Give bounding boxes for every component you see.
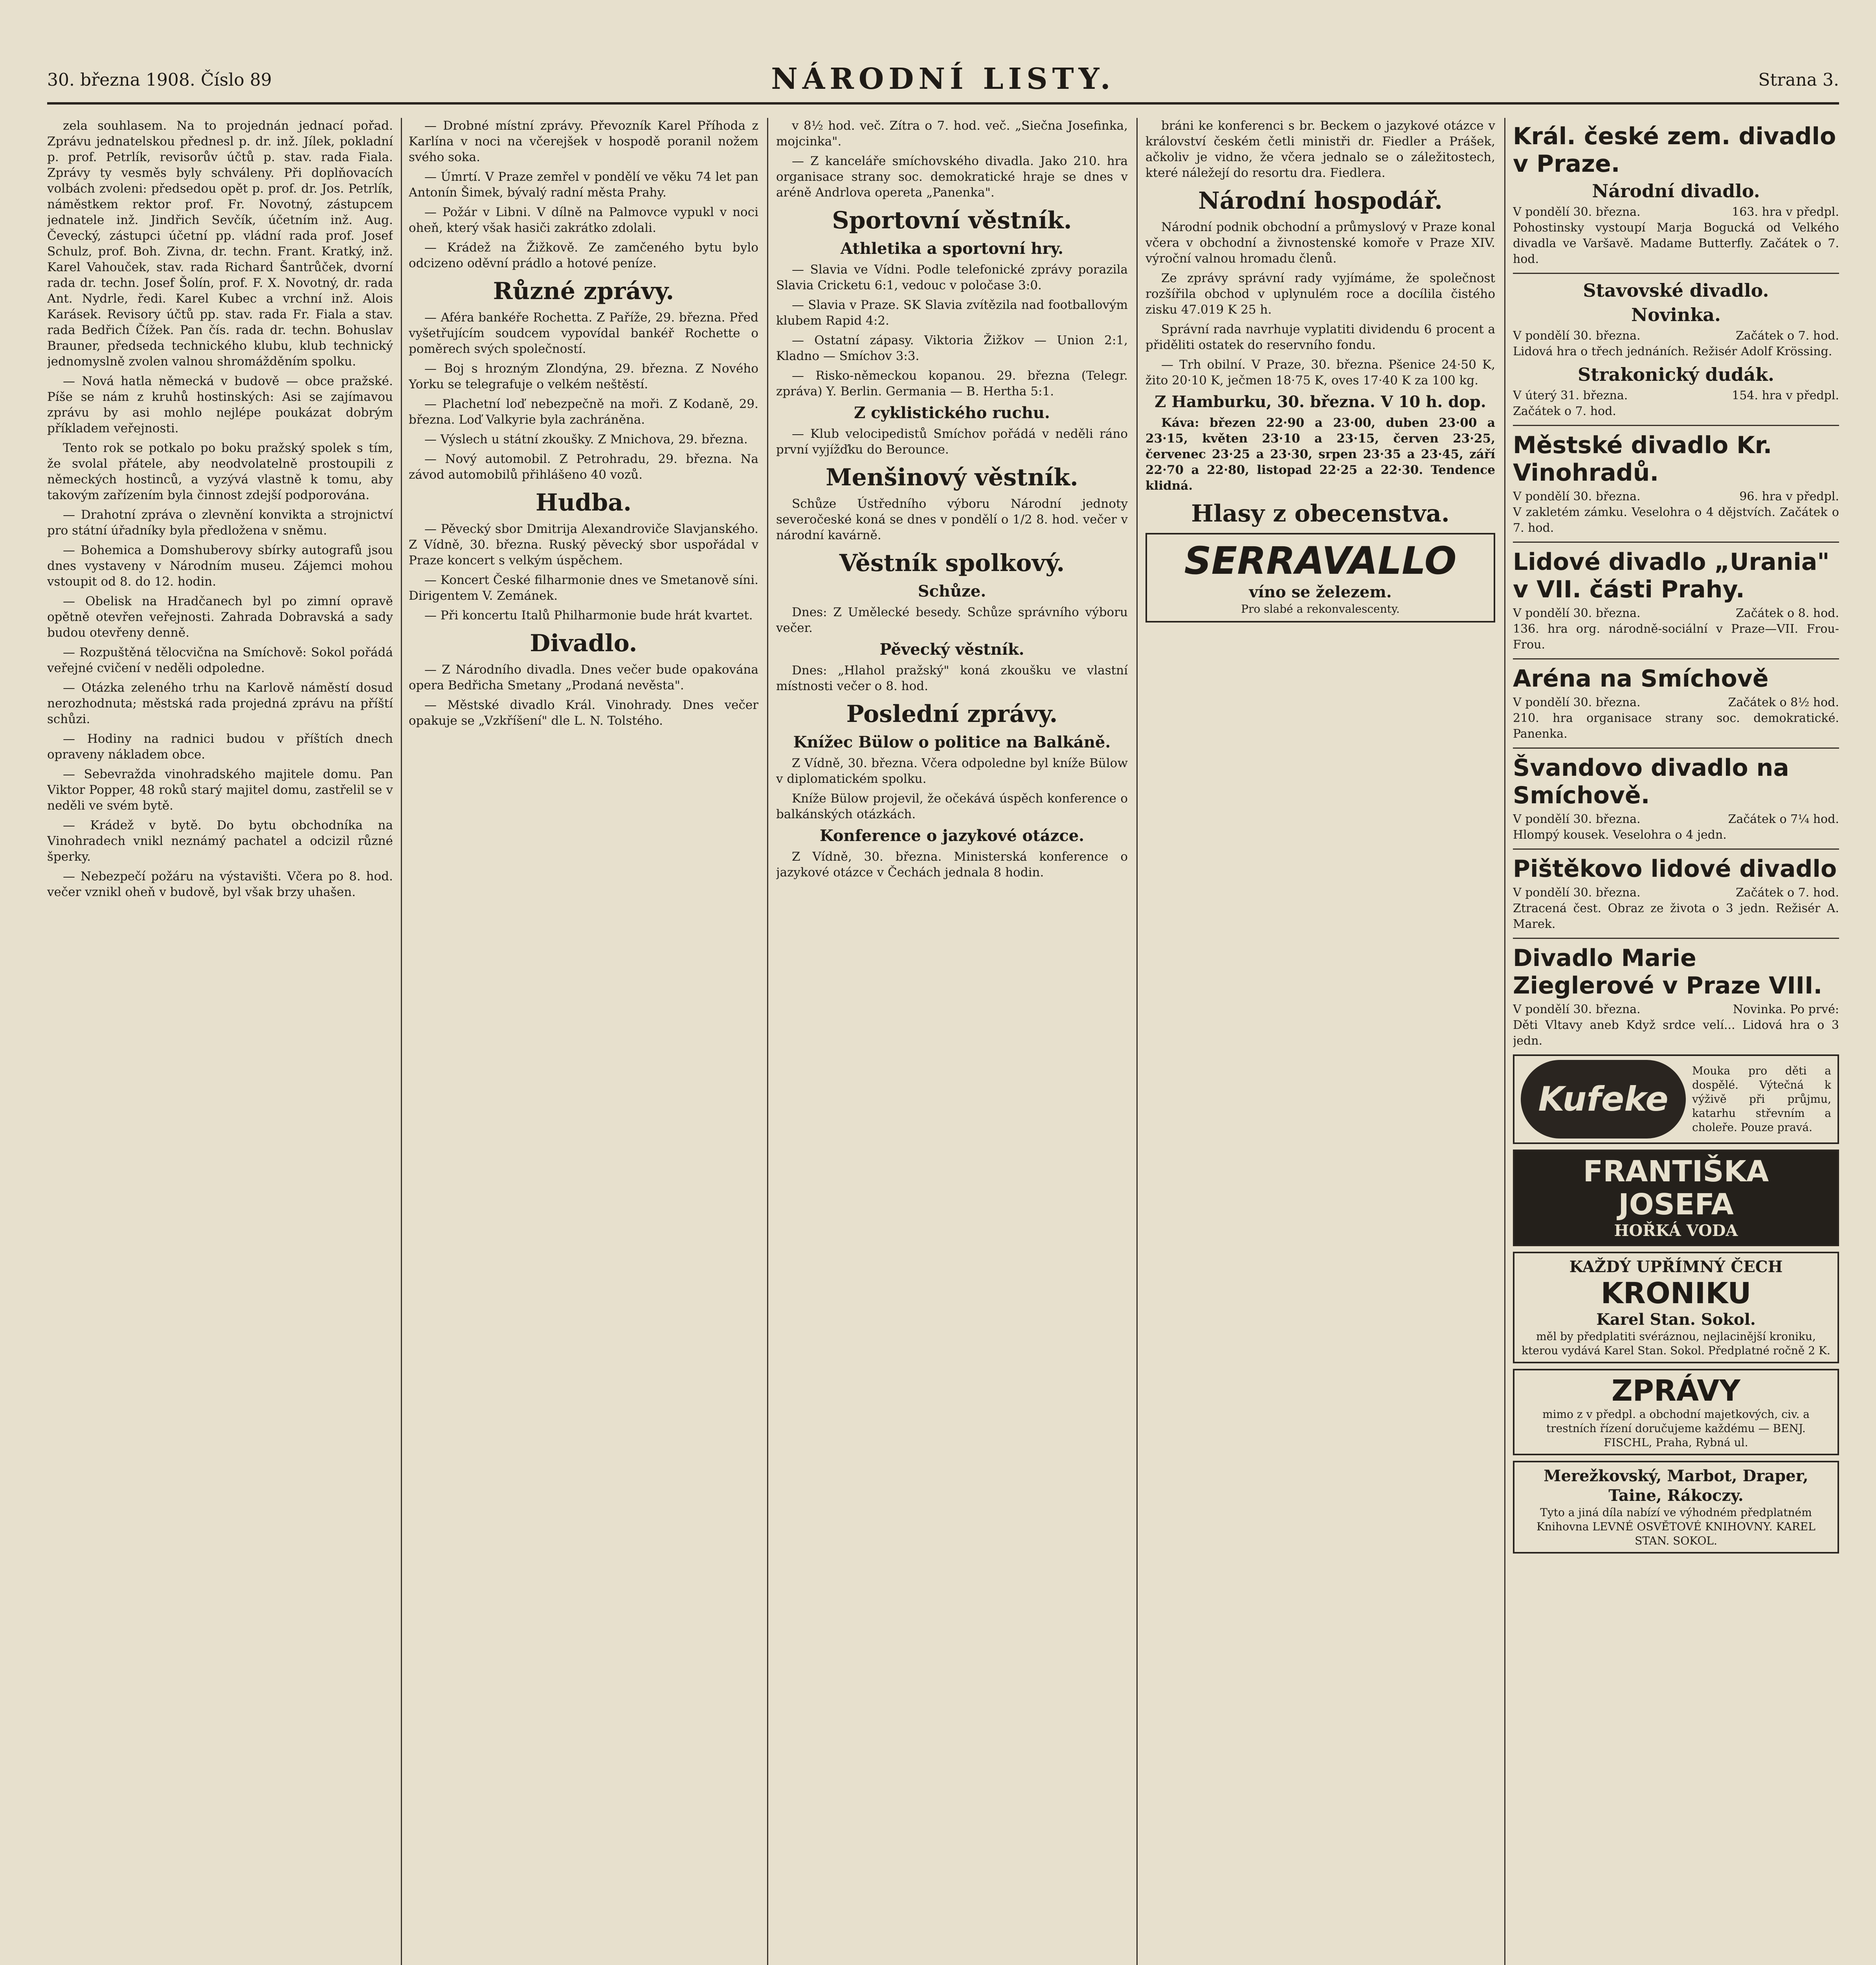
article-paragraph: — Aféra bankéře Rochetta. Z Paříže, 29. března. Před vyšetřujícím soudcem vypovídal bankéř Rochette o poměrech svých společností. [409, 310, 758, 356]
divider [1513, 542, 1839, 543]
article-paragraph: — Městské divadlo Král. Vinohrady. Dnes večer opakuje se „Vzkříšení" dle L. N. Tolstého. [409, 698, 758, 728]
article-paragraph: zela souhlasem. Na to projednán jednací pořad. Zprávu jednatelskou přednesl p. dr. inž. Jílek, pokladní p. prof. Petrlík, revisorův účtů p. stav. rada Fiala. Zprávy ty vesměs byly schváleny. Při doplňovacích volbách zvoleni: předsedou opět p. prof. dr. Jos. Petrlík, náměstkem rektor prof. Fr. Novotný, zástupcem jednatele inž. Jindřich Sevčík, účetním inž. Aug. Čevecký, zástupci účetní pp. vládní rada prof. Josef Schulz, prof. Boh. Zivna, dr. techn. Frant. Kratký, inž. Karel Vahouček, stav. rada Richard Šantrůček, dvorní rada dr. techn. Josef Šolín, prof. F. X. Novotný, dr. rada Ant. Nydrle, ředi. Karel Kubec a vrchní inž. Alois Karásek. Revisory účtů pp. stav. rada Fr. Fiala a stav. rada Bedřich Čížek. Pan čís. rada dr. techn. Bohuslav Brauner, předseda technického klubu, klub technický jednomyslně zvolen valnou shromážděním spolku. [47, 119, 393, 369]
section-heading: Hlasy z obecenstva. [1191, 500, 1450, 527]
section-heading: Hudba. [536, 489, 631, 516]
serravallo-brand: SERRAVALLO [1184, 539, 1457, 583]
theatre-programme: Děti Vltavy aneb Když srdce velí... Lidová hra o 3 jedn. [1513, 1018, 1839, 1048]
theatre-date: V pondělí 30. března. [1513, 886, 1641, 900]
zpravy-title: ZPRÁVY [1612, 1374, 1740, 1408]
theatre-info: Novinka. Po prvé: [1733, 1003, 1839, 1016]
column-2 [409, 118, 758, 1965]
column-rule [1504, 118, 1505, 1965]
article-paragraph: — Otázka zeleného trhu na Karlově náměstí dosud nerozhodnuta; městská rada projedná zprávu na příští schůzi. [47, 681, 393, 726]
theatre-programme: Hlompý kousek. Veselohra o 4 jedn. [1513, 828, 1727, 842]
theatre-name: Lidové divadlo „Urania" v VII. části Prahy. [1513, 548, 1830, 603]
theatre-date: V pondělí 30. března. [1513, 490, 1641, 503]
theatre-programme: Pohostinsky vystoupí Marja Bogucká od Velkého divadla ve Varšavě. Madame Butterfly. Začátek o 7. hod. [1513, 221, 1839, 266]
divider [1513, 658, 1839, 659]
theatre-listing [1513, 279, 1839, 360]
column-rule [401, 118, 402, 1965]
theatre-name: Švandovo divadlo na Smíchově. [1513, 754, 1789, 809]
section-heading: Věstník spolkový. [839, 549, 1065, 577]
theatre-info: Začátek o 7. hod. [1736, 886, 1839, 900]
section-heading: Poslední zprávy. [846, 700, 1058, 728]
theatre-programme: 136. hra org. národně-sociální v Praze—VII. Frou-Frou. [1513, 622, 1839, 652]
theatre-date: V úterý 31. března. [1513, 389, 1628, 402]
theatre-name: Divadlo Marie Zieglerové v Praze VIII. [1513, 944, 1823, 999]
article-paragraph: Tento rok se potkalo po boku pražský spolek s tím, že svolal přátele, aby neodvolatelně prostoupili z německých hostinců, a vyzývá vlastně k tomu, aby takovým zařízením byla činnost zdejší podporována. [47, 441, 393, 502]
article-paragraph: Z Vídně, 30. března. Ministerská konference o jazykové otázce v Čechách jednala 8 hodin. [776, 850, 1128, 880]
article-paragraph: v 8½ hod. več. Zítra o 7. hod. več. „Siečna Josefinka, mojcinka". [776, 119, 1128, 149]
theatre-listing [1513, 665, 1839, 742]
article-paragraph: — Nový automobil. Z Petrohradu, 29. března. Na závod automobilů přihlášeno 40 vozů. [409, 452, 758, 482]
article-paragraph: — Při koncertu Italů Philharmonie bude hrát kvartet. [424, 608, 753, 623]
library-advertisement [1513, 1461, 1839, 1554]
masthead [47, 59, 1839, 105]
article-paragraph: — Koncert České filharmonie dnes ve Smetanově síni. Dirigentem V. Zemánek. [409, 573, 758, 603]
article-paragraph: — Plachetní loď nebezpečně na moři. Z Kodaně, 29. března. Loď Valkyrie byla zachráněna. [409, 397, 758, 427]
subsection-heading: Pěvecký věstník. [879, 640, 1024, 659]
theatre-info: 154. hra v předpl. [1732, 389, 1839, 402]
article-paragraph: — Výslech u státní zkoušky. Z Mnichova, 29. března. [424, 432, 748, 446]
theatre-date: V pondělí 30. března. [1513, 812, 1641, 826]
theatre-name: Strakonický dudák. [1577, 364, 1775, 385]
subsection-heading: Knížec Bülow o politice na Balkáně. [793, 733, 1111, 751]
theatre-info: Začátek o 8. hod. [1736, 606, 1839, 620]
theatre-date: V pondělí 30. března. [1513, 606, 1641, 620]
theatre-programme: Ztracená čest. Obraz ze života o 3 jedn. Režisér A. Marek. [1513, 902, 1839, 931]
theatre-info: Začátek o 7¼ hod. [1728, 812, 1839, 826]
article-paragraph: Schůze Ústředního výboru Národní jednoty severočeské koná se dnes v pondělí o 1/2 8. hod. večer v národní kavárně. [776, 497, 1128, 542]
kufeke-text: Mouka pro děti a dospělé. Výtečná k výživě při průjmu, katarhu střevním a choleře. Pouze pravá. [1692, 1064, 1831, 1134]
theatre-programme: V zakletém zámku. Veselohra o 4 dějstvích. Začátek o 7. hod. [1513, 505, 1839, 535]
article-paragraph: — Z Národního divadla. Dnes večer bude opakována opera Bedřicha Smetany „Prodaná nevěsta". [409, 663, 758, 692]
article-paragraph: — Krádež v bytě. Do bytu obchodníka na Vinohradech vnikl neznámý pachatel a odcizil různé šperky. [47, 818, 393, 864]
theatre-name: Městské divadlo Kr. Vinohradů. [1513, 432, 1772, 487]
section-heading: Menšinový věstník. [826, 464, 1078, 491]
subsection-heading: Athletika a sportovní hry. [840, 239, 1064, 258]
article-paragraph: — Nová hatla německá v budově — obce pražské. Píše se nám z kruhů hostinských: Asi se zajímavou zprávu by asi mohlo nejlépe poukázat dobrým příkladem veřejnosti. [47, 374, 393, 435]
article-paragraph: — Rozpuštěná tělocvična na Smíchově: Sokol pořádá veřejné cvičení v neděli odpoledne. [47, 645, 393, 675]
article-paragraph: — Trh obilní. V Praze, 30. března. Pšenice 24·50 K, žito 20·10 K, ječmen 18·75 K, oves 17·40 K za 100 kg. [1145, 358, 1495, 387]
library-text: Tyto a jiná díla nabízí ve výhodném předplatném Knihovna LEVNÉ OSVĚTOVÉ KNIHOVNY. KAREL STAN. SOKOL. [1536, 1506, 1815, 1547]
market-report-heading: Z Hamburku, 30. března. V 10 h. dop. [1155, 393, 1486, 411]
article-paragraph: — Úmrtí. V Praze zemřel v pondělí ve věku 74 let pan Antonín Šimek, bývalý radní města Prahy. [409, 170, 758, 200]
article-paragraph: — Slavia ve Vídni. Podle telefonické zprávy porazila Slavia Cricketu 6:1, vedouc v poločase 3:0. [776, 263, 1128, 292]
article-paragraph: Dnes: Z Umělecké besedy. Schůze správního výboru večer. [776, 605, 1128, 635]
article-paragraph: — Risko-německou kopanou. 29. března (Telegr. zpráva) Y. Berlin. Germania — B. Hertha 5:1. [776, 369, 1128, 399]
divider [1513, 425, 1839, 426]
column-rule [767, 118, 768, 1965]
issue-date: 30. března 1908. Číslo 89 [47, 70, 272, 90]
theatre-listing [1513, 944, 1839, 1049]
column-1 [47, 118, 393, 1965]
market-report-text: Káva: březen 22·90 a 23·00, duben 23·00 a 23·15, květen 23·10 a 23·15, červen 23·25, červenec 23·25 a 23·30, srpen 23·35 a 23·45, září 22·70 a 22·80, listopad 22·25 a 22·30. Tendence klidná. [1145, 416, 1495, 493]
theatre-name: Aréna na Smíchově [1513, 665, 1769, 692]
theatre-info: Začátek o 7. hod. [1736, 329, 1839, 343]
theatre-info: 163. hra v předpl. [1732, 205, 1839, 219]
article-paragraph: — Obelisk na Hradčanech byl po zimní opravě opětně otevřen veřejnosti. Zahrada Dobravská a sady budou otevřeny denně. [47, 594, 393, 640]
section-heading: Divadlo. [530, 630, 637, 657]
article-paragraph: — Hodiny na radnici budou v příštích dnech opraveny nákladem obce. [47, 732, 393, 762]
article-paragraph: Národní podnik obchodní a průmyslový v Praze konal včera v obchodní a živnostenské komoře v Praze XIV. výroční valnou hromadu členů. [1145, 220, 1495, 266]
theatre-date: V pondělí 30. března. [1513, 205, 1641, 219]
section-heading: Národní hospodář. [1198, 187, 1443, 215]
theatre-subtitle: Novinka. [1631, 304, 1721, 325]
subsection-heading: Schůze. [918, 582, 986, 601]
page-number: Strana 3. [1758, 70, 1839, 90]
theatre-date: V pondělí 30. března. [1513, 1003, 1641, 1016]
theatre-date: V pondělí 30. března. [1513, 696, 1641, 709]
theatre-programme: 210. hra organisace strany soc. demokratické. Panenka. [1513, 711, 1839, 741]
library-authors: Merežkovský, Marbot, Draper, Taine, Rákoczy. [1544, 1467, 1808, 1505]
divider [1513, 747, 1839, 749]
serravallo-note: Pro slabé a rekonvalescenty. [1241, 602, 1400, 615]
article-paragraph: Ze zprávy správní rady vyjímáme, že společnost rozšířila obchod v uplynulém roce a docílila čistého zisku 47.019 K 25 h. [1145, 271, 1495, 317]
kronika-title: KAŽDÝ UPŘÍMNÝ ČECH [1569, 1258, 1783, 1276]
zpravy-text: mimo z v předpl. a obchodní majetkových, civ. a trestních řízení doručujeme každému — BENJ. FISCHL, Praha, Rybná ul. [1542, 1408, 1810, 1449]
theatre-listing [1513, 364, 1839, 419]
theatre-name: Král. české zem. divadlo v Praze. [1513, 123, 1836, 178]
theatre-name: Pištěkovo lidové divadlo [1513, 855, 1837, 883]
article-paragraph: — Klub velocipedistů Smíchov pořádá v neděli ráno první vyjížďku do Berounce. [776, 427, 1128, 457]
kronika-text: měl by předplatiti svéráznou, nejlacinější kroniku, kterou vydává Karel Stan. Sokol. Předplatné ročně 2 K. [1522, 1330, 1830, 1357]
divider [1513, 938, 1839, 939]
zpravy-advertisement [1513, 1369, 1839, 1455]
theatre-programme: Lidová hra o třech jednáních. Režisér Adolf Krössing. [1513, 345, 1832, 358]
serravallo-advertisement [1145, 533, 1495, 623]
column-4 [1145, 118, 1495, 1965]
article-paragraph: bráni ke konferenci s br. Beckem o jazykové otázce v království českém četli ministři dr. Fiedler a Prášek, ačkoliv je vidno, že včera jednalo se o záležitostech, které náležejí do resortu dra. Fiedlera. [1145, 119, 1495, 180]
article-paragraph: — Drahotní zpráva o zlevnění konvikta a strojnictví pro státní úřadníky byla předložena v sněmu. [47, 508, 393, 538]
fj-brand: FRANTIŠKA JOSEFA [1583, 1155, 1769, 1221]
theatre-info: Začátek o 8½ hod. [1728, 696, 1839, 709]
article-paragraph: — Boj s hrozným Zlondýna, 29. března. Z Nového Yorku se telegrafuje o velkém neštěstí. [409, 362, 758, 391]
article-paragraph: — Sebevražda vinohradského majitele domu. Pan Viktor Popper, 48 roků starý majitel domu, zastřelil se v neděli ve svém bytě. [47, 767, 393, 813]
article-paragraph: — Bohemica a Domshuberovy sbírky autografů jsou dnes vystaveny v Národním museu. Zájemci mohou vstoupit od 8. do 12. hodin. [47, 543, 393, 589]
subsection-heading: Z cyklistického ruchu. [854, 404, 1050, 422]
section-heading: Různé zprávy. [493, 277, 674, 305]
article-paragraph: Správní rada navrhuje vyplatiti dividendu 6 procent a přiděliti ostatek do reservního fondu. [1145, 322, 1495, 352]
kronika-advertisement [1513, 1252, 1839, 1363]
frantiska-josefa-advertisement [1513, 1150, 1839, 1246]
article-paragraph: — Ostatní zápasy. Viktoria Žižkov — Union 2:1, Kladno — Smíchov 3:3. [776, 333, 1128, 363]
article-paragraph: Kníže Bülow projevil, že očekává úspěch konference o balkánských otázkách. [776, 792, 1128, 821]
column-5 [1513, 118, 1839, 1965]
theatre-listing [1513, 754, 1839, 843]
theatre-date: V pondělí 30. března. [1513, 329, 1641, 343]
article-paragraph: — Z kanceláře smíchovského divadla. Jako 210. hra organisace strany soc. demokratické hraje se dnes v aréně Andrlova opereta „Panenka". [776, 154, 1128, 200]
subsection-heading: Konference o jazykové otázce. [819, 826, 1085, 845]
column-3 [776, 118, 1128, 1965]
fj-subline: HOŘKÁ VODA [1614, 1221, 1738, 1240]
divider [1513, 273, 1839, 274]
theatre-name: Stavovské divadlo. [1583, 280, 1769, 301]
theatre-listing [1513, 548, 1839, 653]
article-paragraph: — Slavia v Praze. SK Slavia zvítězila nad footballovým klubem Rapid 4:2. [776, 298, 1128, 328]
theatre-listing [1513, 123, 1839, 267]
article-paragraph: — Pěvecký sbor Dmitrija Alexandroviče Slavjanského. Z Vídně, 30. března. Ruský pěvecký sbor uspořádal v Praze koncert s velkým úspěchem. [409, 522, 758, 567]
divider [1513, 848, 1839, 850]
kufeke-logo: Kufeke [1521, 1060, 1686, 1139]
kronika-name: KRONIKU [1601, 1276, 1751, 1310]
article-paragraph: — Požár v Libni. V dílně na Palmovce vypukl v noci oheň, který však hasiči zakrátko zdolali. [409, 205, 758, 235]
column-rule [1136, 118, 1138, 1965]
section-heading: Sportovní věstník. [832, 207, 1072, 234]
theatre-programme: Začátek o 7. hod. [1513, 404, 1616, 418]
theatre-subtitle: Národní divadlo. [1592, 180, 1760, 202]
article-paragraph: Dnes: „Hlahol pražský" koná zkoušku ve vlastní místnosti večer o 8. hod. [776, 663, 1128, 693]
theatre-info: 96. hra v předpl. [1739, 490, 1839, 503]
serravallo-tagline: víno se železem. [1249, 583, 1392, 601]
article-paragraph: — Krádež na Žižkově. Ze zamčeného bytu bylo odcizeno oděvní prádlo a hotové peníze. [409, 241, 758, 270]
article-paragraph: — Nebezpečí požáru na výstavišti. Včera po 8. hod. večer vznikl oheň v budově, byl však brzy uhašen. [47, 869, 393, 899]
article-paragraph: Z Vídně, 30. března. Včera odpoledne byl kníže Bülow v diplomatickém spolku. [776, 756, 1128, 786]
newspaper-title: NÁRODNÍ LISTY. [771, 62, 1115, 96]
article-paragraph: — Drobné místní zprávy. Převozník Karel Příhoda z Karlína v noci na včerejšek v hospodě poranil nožem svého soka. [409, 119, 758, 164]
theatre-listing [1513, 855, 1839, 932]
kronika-publisher: Karel Stan. Sokol. [1596, 1310, 1756, 1329]
theatre-listing [1513, 432, 1839, 536]
kufeke-advertisement [1513, 1054, 1839, 1144]
